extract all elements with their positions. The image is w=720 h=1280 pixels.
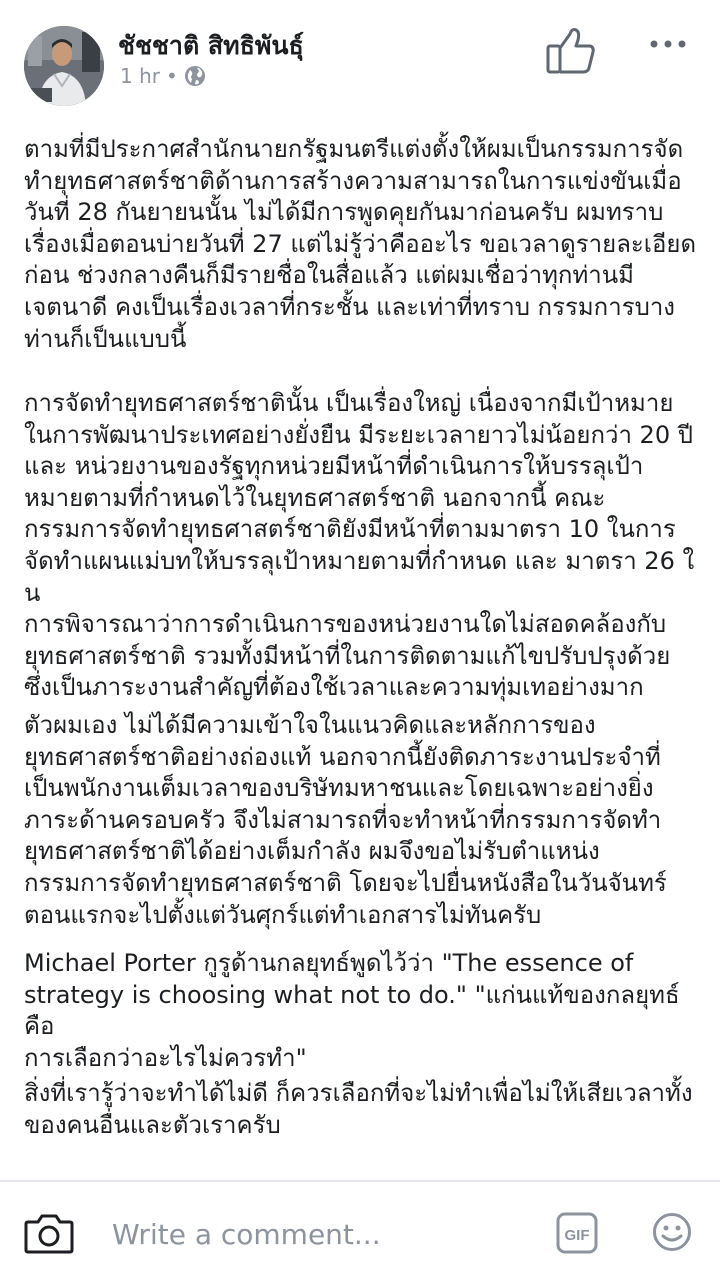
gif-label: GIF — [564, 1227, 590, 1244]
camera-icon[interactable] — [24, 1212, 74, 1254]
post-paragraph: ตัวผมเอง ไม่ได้มีความเข้าใจในแนวคิดและหลักการของ ยุทธศาสตร์ชาติอย่างถ่องแท้ นอกจากนี้ยังติดภาระงานประจำที่ เป็นพนักงานเต็มเวลาของบริษัทมหาชนและโดยเฉพาะอย่างยิ่ง ภาระด้านครอบครัว จึงไม่สามารถที่จะทำหน้าที่กรรมการจัดทำ ยุทธศาสตร์ชาติได้อย่างเต็มกำลัง ผมจึงขอไม่รับตำแหน่ง กรรมการจัดทำยุทธศาสตร์ชาติ โดยจะไปยื่นหนังสือในวันจันทร์ ตอนแรกจะไปตั้งแต่วันศุกร์แต่ทำเอกสารไม่ทันครับ — [24, 711, 667, 929]
post-paragraph: สิ่งที่เรารู้ว่าจะทำได้ไม่ดี ก็ควรเลือกที่จะไม่ทำเพื่อไม่ให้เสียเวลาทั้ง ของคนอื่นและตัวเราครับ — [24, 1079, 693, 1139]
meta-separator: • — [165, 64, 178, 88]
author-name[interactable]: ชัชชาติ สิทธิพันธุ์ — [118, 31, 304, 60]
post-meta — [120, 62, 206, 90]
post-paragraph: Michael Porter กูรูด้านกลยุทธ์พูดไว้ว่า "The essence of strategy is choosing what not to do." "แก่นแท้ของกลยุทธ์ คือ การเลือกว่าอะไรไม่ควรทำ" — [24, 949, 680, 1072]
comment-input[interactable] — [112, 1214, 532, 1254]
post-timestamp[interactable]: 1 hr — [120, 64, 160, 88]
smiley-icon[interactable] — [652, 1212, 692, 1252]
gif-button[interactable] — [556, 1212, 598, 1254]
post-header — [0, 0, 720, 120]
avatar-photo — [24, 26, 104, 106]
post-paragraph: การจัดทำยุทธศาสตร์ชาตินั้น เป็นเรื่องใหญ่ เนื่องจากมีเป้าหมาย ในการพัฒนาประเทศอย่างยั่งยืน มีระยะเวลายาวไม่น้อยกว่า 20 ปี และ หน่วยงานของรัฐทุกหน่วยมีหน้าที่ดำเนินการให้บรรลุเป้า หมายตามที่กำหนดไว้ในยุทธศาสตร์ชาติ นอกจากนี้ คณะ กรรมการจัดทำยุทธศาสตร์ชาติยังมีหน้าที่ตามมาตรา 10 ในการ จัดทำแผนแม่บทให้บรรลุเป้าหมายตามที่กำหนด และ มาตรา 26 ใน การพิจารณาว่าการดำเนินการของหน่วยงานใดไม่สอดคล้องกับ ยุทธศาสตร์ชาติ รวมทั้งมีหน้าที่ในการติดตามแก้ไขปรับปรุงด้วย ซึ่งเป็นภาระงานสำคัญที่ต้องใช้เวลาและความทุ่มเทอย่างมาก — [24, 389, 695, 702]
thumbs-up-icon[interactable] — [546, 26, 596, 74]
avatar[interactable] — [24, 26, 104, 106]
more-options-icon[interactable] — [650, 36, 686, 50]
globe-icon — [184, 65, 206, 87]
post-paragraph: ตามที่มีประกาศสำนักนายกรัฐมนตรีแต่งตั้งให้ผมเป็นกรรมการจัด ทำยุทธศาสตร์ชาติด้านการสร้างความสามารถในการแข่งขันเมื่อ วันที่ 28 กันยายนนั้น ไม่ได้มีการพูดคุยกันมาก่อนครับ ผมทราบ เรื่องเมื่อตอนบ่ายวันที่ 27 แต่ไม่รู้ว่าคืออะไร ขอเวลาดูรายละเอียด ก่อน ช่วงกลางคืนก็มีรายชื่อในสื่อแล้ว แต่ผมเชื่อว่าทุกท่านมี เจตนาดี คงเป็นเรื่องเวลาที่กระชั้น และเท่าที่ทราบ กรรมการบาง ท่านก็เป็นแบบนี้ — [24, 135, 697, 353]
